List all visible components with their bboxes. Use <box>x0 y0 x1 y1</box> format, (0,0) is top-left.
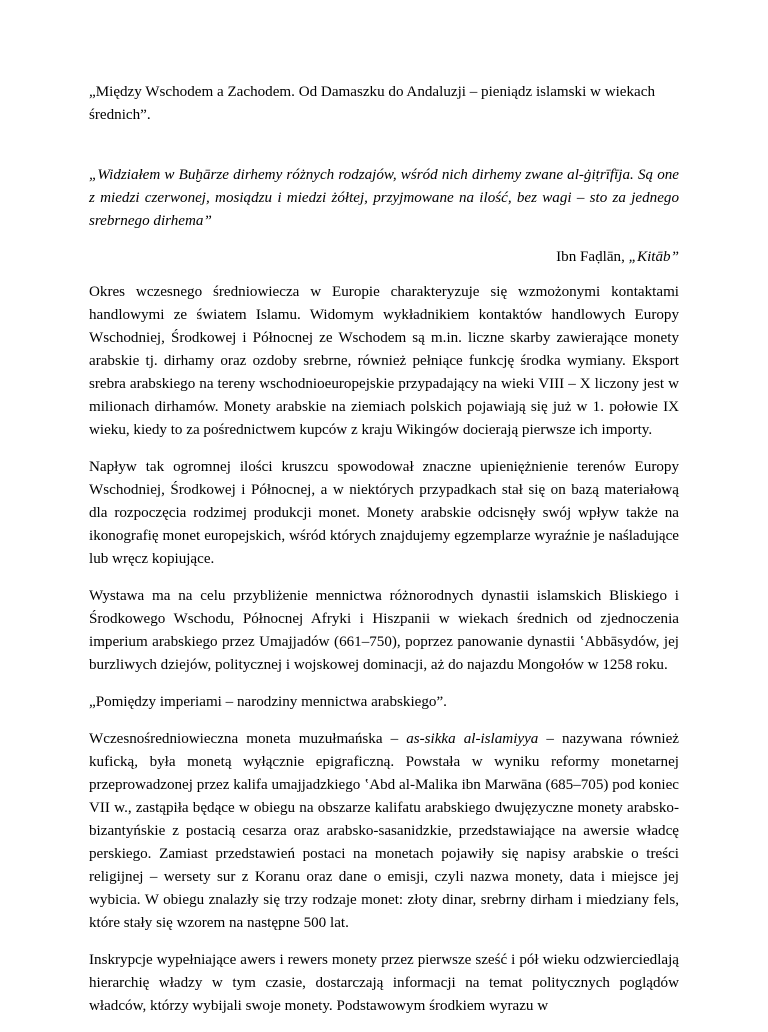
paragraph-text-after: – nazywana również kuficką, była monetą wyłącznie epigraficzną. Powstała w wyniku reformy monetarnej przeprowadzonej przez kalifa umajjadzkiego ʽAbd al-Malika ibn Marwāna (685–705) pod koniec VII w., zastąpiła będące w obiegu na obszarze kalifatu arabskiego dwujęzyczne monety arabsko-bizantyńskie z postacią cesarza oraz arabsko-sasanidzkie, przedstawiające na awersie władcę perskiego. Zamiast przedstawień postaci na monetach pojawiły się napisy arabskie o treści religijnej – wersety sur z Koranu oraz dane o emisji, czyli nazwa monety, data i miejsce jej wybicia. W obiegu znalazły się trzy rodzaje monet: złoty dinar, srebrny dirham i miedziany fels, które stały się wzorem na następne 500 lat. <box>89 731 679 931</box>
paragraph-text-before: Wczesnośredniowieczna moneta muzułmańska – <box>89 731 407 747</box>
body-paragraph <box>89 728 679 935</box>
attribution-author: Ibn Faḍlān, <box>556 249 629 265</box>
paragraph-term: as-sikka al-islamiyya <box>406 731 539 747</box>
body-paragraph: Napływ tak ogromnej ilości kruszcu spowodował znaczne upieniężnienie terenów Europy Wschodniej, Środkowej i Północnej, a w niektórych przypadkach stał się on bazą materiałową dla rozpoczęcia rodzimej produkcji monet. Monety arabskie odcisnęły swój wpływ także na ikonografię monet europejskich, wśród których znajdujemy egzemplarze wyraźnie je naśladujące lub wręcz kopiujące. <box>89 459 679 567</box>
epigraph-quote: „Widziałem w Buḫārze dirhemy różnych rodzajów, wśród nich dirhemy zwane al-ġiṭrīfīja. Są one z miedzi czerwonej, mosiądzu i miedzi żółtej, przyjmowane na ilość, bez wagi – sto za jednego srebrnego dirhema” <box>89 167 679 229</box>
section-heading: „Pomiędzy imperiami – narodziny mennictwa arabskiego”. <box>89 694 447 710</box>
body-paragraph: Inskrypcje wypełniające awers i rewers monety przez pierwsze sześć i pół wieku odzwierciedlają hierarchię władzy w tym czasie, dostarczają informacji na temat politycznych poglądów władców, którzy wybijali swoje monety. Podstawowym środkiem wyrazu w <box>89 952 679 1014</box>
document-page <box>89 81 679 1032</box>
body-paragraph: Wystawa ma na celu przybliżenie mennictwa różnorodnych dynastii islamskich Bliskiego i Środkowego Wschodu, Północnej Afryki i Hiszpanii w wiekach średnich od zjednoczenia imperium arabskiego przez Umajjadów (661–750), poprzez panowanie dynastii ʽAbbāsydów, jej burzliwych dziejów, politycznej i wojskowej dominacji, aż do najazdu Mongołów w 1258 roku. <box>89 588 679 673</box>
body-paragraph: Okres wczesnego średniowiecza w Europie charakteryzuje się wzmożonymi kontaktami handlowymi ze światem Islamu. Widomym wykładnikiem kontaktów handlowych Europy Wschodniej, Środkowej i Północnej ze Wschodem są m.in. liczne skarby zawierające monety arabskie tj. dirhamy oraz ozdoby srebrne, również pełniące funkcję środka wymiany. Eksport srebra arabskiego na tereny wschodnioeuropejskie przypadający na wieki VIII – X liczony jest w milionach dirhamów. Monety arabskie na ziemiach polskich pojawiają się już w 1. połowie IX wieku, kiedy to za pośrednictwem kupców z kraju Wikingów docierają pierwsze ich importy. <box>89 284 679 438</box>
document-title: „Między Wschodem a Zachodem. Od Damaszku do Andaluzji – pieniądz islamski w wiekach średnich”. <box>89 84 655 123</box>
epigraph-attribution <box>89 246 679 269</box>
attribution-work: „Kitāb” <box>628 249 679 265</box>
